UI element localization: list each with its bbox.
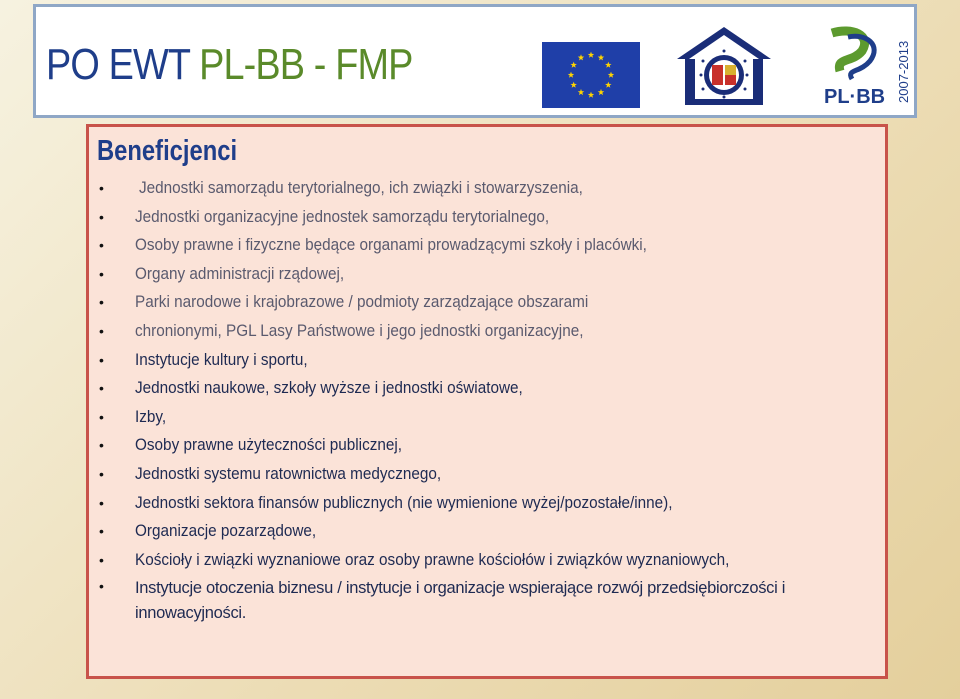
bullet-icon: • [99,408,104,425]
list-item: • Kościoły i związki wyznaniowe oraz osoby prawne kościołów i związków wyznaniowych, [95,546,875,575]
bullet-icon: • [99,237,104,254]
pl-bb-swirl-icon [822,23,916,109]
bullet-icon: • [99,494,104,511]
list-item: • Jednostki organizacyjne jednostek samorządu terytorialnego, [95,203,875,232]
beneficiaries-list [95,174,875,626]
list-item: • Parki narodowe i krajobrazowe / podmioty zarządzające obszarami [95,288,875,317]
list-item: • Osoby prawne i fizyczne będące organami prowadzącymi szkoły i placówki, [95,231,875,260]
section-heading: Beneficjenci [97,135,238,167]
pl-bb-program-logo [822,23,916,109]
bullet-icon: • [99,437,104,454]
bullet-icon: • [99,322,104,339]
pl-bb-logo-years: 2007-2013 [896,40,911,103]
list-item: • Instytucje otoczenia biznesu / instytucje i organizacje wspierające rozwój przedsiębiorczości i innowacyjności. [95,574,875,626]
list-item: • Jednostki sektora finansów publicznych (nie wymienione wyżej/pozostałe/inne), [95,489,875,518]
bullet-icon: • [99,523,104,540]
list-item: • Jednostki naukowe, szkoły wyższe i jednostki oświatowe, [95,374,875,403]
content-panel [86,124,888,679]
title-part-blue: PO EWT [46,40,190,89]
title-part-green: PL-BB - FMP [199,40,413,89]
bullet-icon: • [99,551,104,568]
list-item: • chronionymi, PGL Lasy Państwowe i jego jednostki organizacyjne, [95,317,875,346]
page-title [46,37,412,93]
list-item: • Organy administracji rządowej, [95,260,875,289]
bullet-icon: • [99,265,104,282]
list-item: • Izby, [95,403,875,432]
euroregion-emblem-logo [673,25,775,111]
bullet-icon: • [99,380,104,397]
eu-flag-logo [542,42,640,108]
bullet-icon: • [99,180,104,196]
list-item: • Osoby prawne użyteczności publicznej, [95,431,875,460]
list-item: • Jednostki systemu ratownictwa medycznego, [95,460,875,489]
bullet-icon: • [99,465,104,482]
list-item: • Organizacje pozarządowe, [95,517,875,546]
bullet-icon: • [99,351,104,368]
bullet-icon: • [99,294,104,311]
header-banner [33,4,917,118]
list-item: • Jednostki samorządu terytorialnego, ich związki i stowarzyszenia, [95,174,875,203]
pl-bb-logo-text: PL·BB [824,86,886,108]
bullet-icon: • [99,208,104,225]
list-item: • Instytucje kultury i sportu, [95,346,875,375]
bullet-icon: • [99,578,104,595]
